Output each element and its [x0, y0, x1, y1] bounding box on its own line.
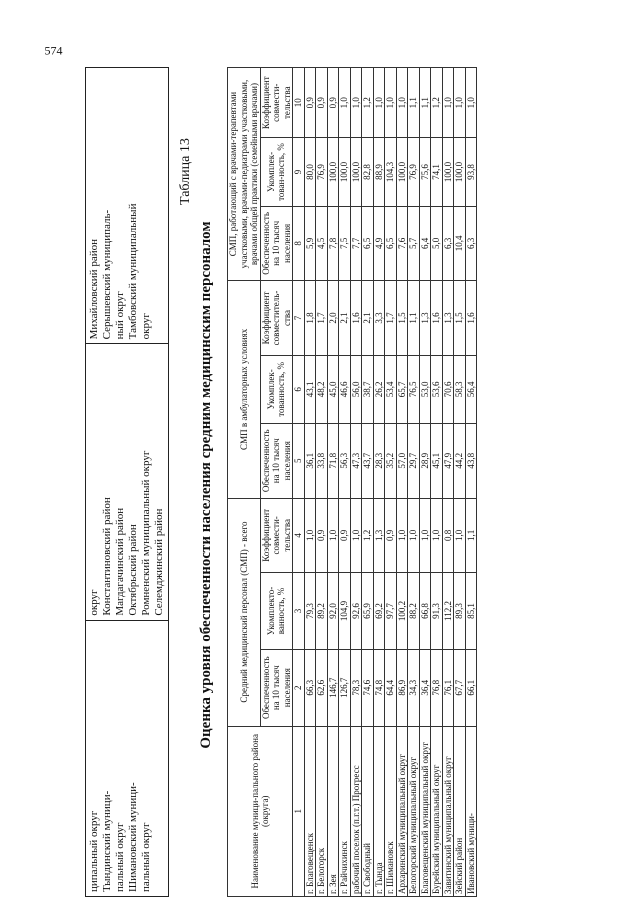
table-cell: 66,8: [419, 573, 431, 650]
table-cell: 4,9: [373, 206, 385, 281]
table-cell: 53,0: [419, 355, 431, 423]
table-cell: 46,6: [339, 355, 351, 423]
table-cell: 76,9: [408, 138, 420, 206]
table-cell: 100,0: [350, 138, 362, 206]
table-cell: 1,0: [431, 498, 443, 573]
table-cell: 35,2: [385, 423, 397, 498]
column-index: 7: [293, 281, 305, 356]
table-cell: 47,3: [350, 423, 362, 498]
table-cell: 7,5: [339, 206, 351, 281]
column-index: 4: [293, 498, 305, 573]
table-cell: 76,1: [442, 649, 454, 726]
table-cell: 43,7: [362, 423, 374, 498]
table-row: [350, 68, 362, 897]
table-cell: 65,7: [396, 355, 408, 423]
header-coef-3: Коэффициент совмести-тельства: [260, 68, 293, 138]
table-cell: 70,6: [442, 355, 454, 423]
table-cell: 3,3: [373, 281, 385, 356]
header-prov-1: Обеспеченность на 10 тысяч населения: [260, 649, 293, 726]
table-cell: 100,0: [396, 138, 408, 206]
table-cell: 80,0: [304, 138, 316, 206]
district-line: округ: [88, 589, 100, 616]
staffing-table: [227, 67, 477, 897]
table-cell: 38,7: [362, 355, 374, 423]
header-coef-2: Коэффициент совместитель-ства: [260, 281, 293, 356]
table-cell: 100,0: [442, 138, 454, 206]
table-cell: 76,5: [408, 355, 420, 423]
table-cell: 6,3: [465, 206, 477, 281]
district-line: Константиновский район: [101, 497, 113, 616]
table-cell: 1,1: [465, 498, 477, 573]
table-cell: 1,5: [396, 281, 408, 356]
table-cell: 76,9: [316, 138, 328, 206]
row-name: г. Шимановск: [385, 726, 397, 896]
table-cell: 93,8: [465, 138, 477, 206]
column-index: 8: [293, 206, 305, 281]
district-line: Магдагачинский район: [114, 507, 126, 616]
column-index: 6: [293, 355, 305, 423]
column-index: 5: [293, 423, 305, 498]
table-cell: 82,8: [362, 138, 374, 206]
table-cell: 1,0: [396, 498, 408, 573]
table-cell: 92,0: [327, 573, 339, 650]
district-line: Селемджинский район: [153, 508, 165, 616]
table-cell: 89,3: [454, 573, 466, 650]
district-col-3: [86, 68, 169, 344]
table-label: Таблица 13: [178, 138, 193, 205]
table-cell: 2,0: [327, 281, 339, 356]
table-cell: 88,2: [408, 573, 420, 650]
table-cell: 1,0: [419, 498, 431, 573]
district-line: Октябрьский район: [127, 524, 139, 616]
table-cell: 76,8: [431, 649, 443, 726]
page-number: 574: [44, 43, 63, 58]
header-coef-1: Коэффициент совмести-тельства: [260, 498, 293, 573]
table-cell: 66,3: [304, 649, 316, 726]
district-line: Шимановский муници-: [127, 782, 139, 892]
district-list-table: [85, 67, 169, 897]
table-cell: 36,1: [304, 423, 316, 498]
table-cell: 1,5: [454, 281, 466, 356]
table-cell: 36,4: [419, 649, 431, 726]
table-cell: 100,2: [396, 573, 408, 650]
table-cell: 1,6: [431, 281, 443, 356]
table-cell: 1,0: [339, 68, 351, 138]
table-cell: 1,1: [408, 281, 420, 356]
row-name: Благовещенский муниципальный округ: [419, 726, 431, 896]
district-line: ный округ: [114, 291, 126, 340]
table-cell: 6,5: [385, 206, 397, 281]
header-group-fap: СМП, работающий с врачами-терапевтами участковыми, врачами-педиатрами участковыми, врачами общей практики (семейными врачами): [228, 68, 261, 281]
table-cell: 6,5: [362, 206, 374, 281]
table-cell: 86,9: [396, 649, 408, 726]
table-row: [396, 68, 408, 897]
row-name: г. Тында: [373, 726, 385, 896]
table-cell: 1,0: [465, 68, 477, 138]
table-row: [327, 68, 339, 897]
page-title: Оценка уровня обеспеченности населения средним медицинским персоналом: [198, 221, 214, 749]
table-cell: 43,1: [304, 355, 316, 423]
table-cell: 146,7: [327, 649, 339, 726]
district-line: пальный округ: [140, 822, 152, 892]
table-cell: 1,0: [385, 68, 397, 138]
table-cell: 75,6: [419, 138, 431, 206]
table-cell: 1,2: [362, 498, 374, 573]
table-cell: 29,7: [408, 423, 420, 498]
table-cell: 79,3: [304, 573, 316, 650]
table-cell: 7,8: [327, 206, 339, 281]
table-cell: 74,8: [373, 649, 385, 726]
table-cell: 1,7: [316, 281, 328, 356]
table-cell: 91,3: [431, 573, 443, 650]
table-cell: 1,3: [419, 281, 431, 356]
table-cell: 89,2: [316, 573, 328, 650]
header-group-amb: СМП в амбулаторных условиях: [228, 281, 261, 498]
table-cell: 1,1: [408, 68, 420, 138]
column-index: 9: [293, 138, 305, 206]
table-cell: 71,8: [327, 423, 339, 498]
table-cell: 6,4: [419, 206, 431, 281]
table-row: [362, 68, 374, 897]
table-cell: 57,0: [396, 423, 408, 498]
table-row: [304, 68, 316, 897]
table-cell: 1,0: [454, 498, 466, 573]
table-cell: 1,0: [327, 498, 339, 573]
table-cell: 7,6: [396, 206, 408, 281]
district-col-1: [86, 620, 169, 896]
table-cell: 1,0: [442, 68, 454, 138]
table-row: [385, 68, 397, 897]
row-name: рабочий поселок (п.г.т.) Прогресс: [350, 726, 362, 896]
table-cell: 34,3: [408, 649, 420, 726]
table-cell: 10,4: [454, 206, 466, 281]
table-cell: 0,9: [339, 498, 351, 573]
table-cell: 1,0: [350, 68, 362, 138]
table-cell: 74,6: [362, 649, 374, 726]
table-cell: 1,0: [408, 498, 420, 573]
table-cell: 5,0: [431, 206, 443, 281]
header-staff-1: Укомплекто-ванность, %: [260, 573, 293, 650]
table-cell: 1,3: [442, 281, 454, 356]
district-line: ципальный округ: [88, 810, 100, 892]
table-cell: 0,9: [327, 68, 339, 138]
table-row: [431, 68, 443, 897]
district-line: Тындинский муници-: [101, 790, 113, 892]
row-name: г. Белогорск: [316, 726, 328, 896]
row-name: Зейский район: [454, 726, 466, 896]
column-index-row: [293, 68, 305, 897]
table-cell: 78,3: [350, 649, 362, 726]
table-cell: 1,6: [350, 281, 362, 356]
table-cell: 62,6: [316, 649, 328, 726]
table-cell: 2,1: [339, 281, 351, 356]
table-cell: 33,8: [316, 423, 328, 498]
header-staff-3: Укомплек-тован-ность, %: [260, 138, 293, 206]
table-cell: 7,7: [350, 206, 362, 281]
table-cell: 67,7: [454, 649, 466, 726]
table-cell: 45,0: [327, 355, 339, 423]
table-cell: 53,4: [385, 355, 397, 423]
column-index: 10: [293, 68, 305, 138]
table-cell: 1,2: [431, 68, 443, 138]
table-cell: 58,3: [454, 355, 466, 423]
table-cell: 126,7: [339, 649, 351, 726]
table-cell: 0,8: [442, 498, 454, 573]
table-cell: 0,9: [385, 498, 397, 573]
table-cell: 1,7: [385, 281, 397, 356]
column-index: 2: [293, 649, 305, 726]
table-cell: 6,3: [442, 206, 454, 281]
table-cell: 64,4: [385, 649, 397, 726]
table-cell: 4,5: [316, 206, 328, 281]
district-col-2: [86, 344, 169, 620]
table-cell: 1,0: [454, 68, 466, 138]
table-cell: 5,9: [304, 206, 316, 281]
district-line: Серышевский муниципаль-: [101, 209, 113, 340]
table-cell: 100,0: [454, 138, 466, 206]
district-line: Тамбовский муниципальный: [127, 203, 139, 340]
header-prov-3: Обеспеченность на 10 тысяч населения: [260, 206, 293, 281]
row-name: г. Зея: [327, 726, 339, 896]
table-cell: 0,9: [304, 68, 316, 138]
table-row: [419, 68, 431, 897]
table-cell: 0,9: [316, 68, 328, 138]
table-cell: 69,2: [373, 573, 385, 650]
table-cell: 104,3: [385, 138, 397, 206]
table-row: [339, 68, 351, 897]
table-row: [454, 68, 466, 897]
table-cell: 56,3: [339, 423, 351, 498]
table-cell: 66,1: [465, 649, 477, 726]
table-cell: 28,3: [373, 423, 385, 498]
row-name: Архаринский муниципальный округ: [396, 726, 408, 896]
table-cell: 43,8: [465, 423, 477, 498]
table-cell: 1,8: [304, 281, 316, 356]
table-cell: 1,2: [362, 68, 374, 138]
table-cell: 1,0: [350, 498, 362, 573]
table-cell: 1,1: [419, 68, 431, 138]
table-cell: 1,0: [373, 68, 385, 138]
table-cell: 100,0: [339, 138, 351, 206]
table-cell: 1,0: [304, 498, 316, 573]
header-group-total: Средний медицинский персонал (СМП) - всего: [228, 498, 261, 726]
table-row: [465, 68, 477, 897]
row-name: г. Благовещенск: [304, 726, 316, 896]
table-cell: 5,7: [408, 206, 420, 281]
table-cell: 74,1: [431, 138, 443, 206]
table-cell: 1,0: [396, 68, 408, 138]
table-cell: 88,9: [373, 138, 385, 206]
row-name: Бурейский муниципальный округ: [431, 726, 443, 896]
table-cell: 65,9: [362, 573, 374, 650]
table-cell: 104,9: [339, 573, 351, 650]
district-line: Михайловский район: [88, 239, 100, 340]
header-name: Наименование муници-пального района (округа): [228, 726, 293, 896]
table-cell: 44,2: [454, 423, 466, 498]
table-cell: 112,2: [442, 573, 454, 650]
header-prov-2: Обеспеченность на 10 тысяч населения: [260, 423, 293, 498]
table-row: [408, 68, 420, 897]
table-cell: 28,9: [419, 423, 431, 498]
table-row: [442, 68, 454, 897]
row-name: г. Свободный: [362, 726, 374, 896]
table-cell: 85,1: [465, 573, 477, 650]
table-cell: 47,9: [442, 423, 454, 498]
table-cell: 97,7: [385, 573, 397, 650]
table-cell: 26,2: [373, 355, 385, 423]
table-cell: 53,6: [431, 355, 443, 423]
row-name: Ивановский муници-: [465, 726, 477, 896]
row-name: Завитинский муниципальный округ: [442, 726, 454, 896]
table-cell: 1,3: [373, 498, 385, 573]
table-cell: 56,4: [465, 355, 477, 423]
table-cell: 56,0: [350, 355, 362, 423]
table-row: [373, 68, 385, 897]
column-index: 3: [293, 573, 305, 650]
table-cell: 0,9: [316, 498, 328, 573]
table-row: [316, 68, 328, 897]
column-index: 1: [293, 726, 305, 896]
row-name: г. Райчихинск: [339, 726, 351, 896]
table-cell: 100,0: [327, 138, 339, 206]
table-cell: 92,6: [350, 573, 362, 650]
row-name: Белогорский муниципальный округ: [408, 726, 420, 896]
table-cell: 45,1: [431, 423, 443, 498]
district-line: Ромненский муниципальный округ: [140, 450, 152, 616]
table-cell: 1,6: [465, 281, 477, 356]
table-cell: 2,1: [362, 281, 374, 356]
district-line: пальный округ: [114, 822, 126, 892]
table-cell: 48,2: [316, 355, 328, 423]
header-staff-2: Укомплек-тованность, %: [260, 355, 293, 423]
district-line: округ: [140, 313, 152, 340]
